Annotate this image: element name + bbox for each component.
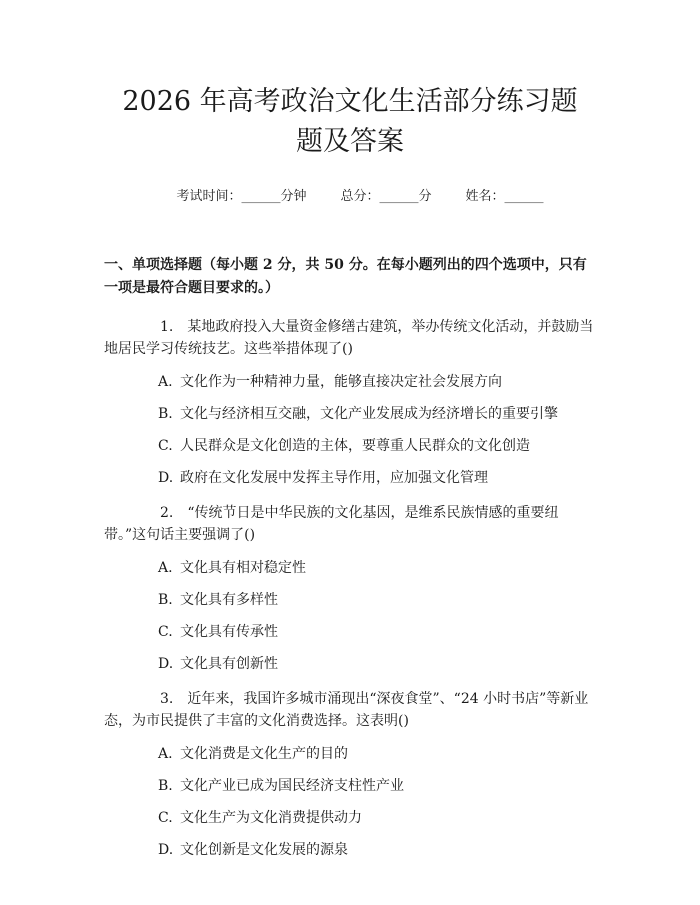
option-letter: C. bbox=[158, 438, 173, 454]
question-3 bbox=[104, 688, 596, 860]
question-number: 3. bbox=[160, 691, 174, 707]
option-text: 文化产业已成为国民经济支柱性产业 bbox=[180, 778, 404, 794]
option-text: 文化作为一种精神力量，能够直接决定社会发展方向 bbox=[180, 374, 502, 390]
option-text: 文化具有传承性 bbox=[180, 624, 278, 640]
option-text: 人民群众是文化创造的主体，要尊重人民群众的文化创造 bbox=[180, 438, 530, 454]
question-stem bbox=[104, 688, 596, 732]
option-d bbox=[158, 840, 596, 860]
option-letter: A. bbox=[158, 560, 173, 576]
option-letter: C. bbox=[158, 810, 173, 826]
option-d bbox=[158, 654, 596, 674]
option-letter: D. bbox=[158, 842, 174, 858]
total-score-field: 总分：______分 bbox=[340, 189, 432, 204]
option-a bbox=[158, 744, 596, 764]
option-text: 文化具有创新性 bbox=[180, 656, 278, 672]
exam-meta bbox=[124, 185, 596, 204]
option-letter: C. bbox=[158, 624, 173, 640]
option-letter: B. bbox=[158, 592, 173, 608]
question-1 bbox=[104, 316, 596, 488]
section-heading: 一、单项选择题（每小题 2 分，共 50 分。在每小题列出的四个选项中，只有一项是最符合题目要求的。） bbox=[104, 257, 587, 296]
option-text: 文化具有多样性 bbox=[180, 592, 278, 608]
option-letter: D. bbox=[158, 470, 174, 486]
question-text: 某地政府投入大量资金修缮古建筑，举办传统文化活动，并鼓励当地居民学习传统技艺。这些举措体现了() bbox=[104, 319, 594, 357]
option-d bbox=[158, 468, 596, 488]
option-text: 文化创新是文化发展的源泉 bbox=[180, 842, 348, 858]
option-b bbox=[158, 404, 596, 424]
option-letter: A. bbox=[158, 746, 173, 762]
option-a bbox=[158, 558, 596, 578]
name-field: 姓名：______ bbox=[465, 189, 544, 204]
question-number: 1. bbox=[160, 319, 174, 335]
option-letter: D. bbox=[158, 656, 174, 672]
option-text: 文化消费是文化生产的目的 bbox=[180, 746, 348, 762]
option-letter: B. bbox=[158, 406, 173, 422]
option-c bbox=[158, 436, 596, 456]
question-number: 2. bbox=[160, 505, 174, 521]
question-stem bbox=[104, 502, 596, 546]
option-text: 政府在文化发展中发挥主导作用，应加强文化管理 bbox=[180, 470, 488, 486]
option-letter: B. bbox=[158, 778, 173, 794]
question-text: “传统节日是中华民族的文化基因，是维系民族情感的重要纽带。”这句话主要强调了() bbox=[104, 505, 559, 543]
exam-time-field: 考试时间：______分钟 bbox=[176, 189, 307, 204]
question-stem bbox=[104, 316, 596, 360]
page-title: 2026 年高考政治文化生活部分练习题题及答案 bbox=[122, 86, 578, 157]
option-b bbox=[158, 590, 596, 610]
question-2 bbox=[104, 502, 596, 674]
option-letter: A. bbox=[158, 374, 173, 390]
option-c bbox=[158, 622, 596, 642]
option-c bbox=[158, 808, 596, 828]
option-b bbox=[158, 776, 596, 796]
question-text: 近年来，我国许多城市涌现出“深夜食堂”、“24 小时书店”等新业态，为市民提供了丰富的文化消费选择。这表明() bbox=[104, 691, 589, 729]
option-a bbox=[158, 372, 596, 392]
option-text: 文化生产为文化消费提供动力 bbox=[180, 810, 362, 826]
option-text: 文化与经济相互交融，文化产业发展成为经济增长的重要引擎 bbox=[180, 406, 558, 422]
option-text: 文化具有相对稳定性 bbox=[180, 560, 306, 576]
